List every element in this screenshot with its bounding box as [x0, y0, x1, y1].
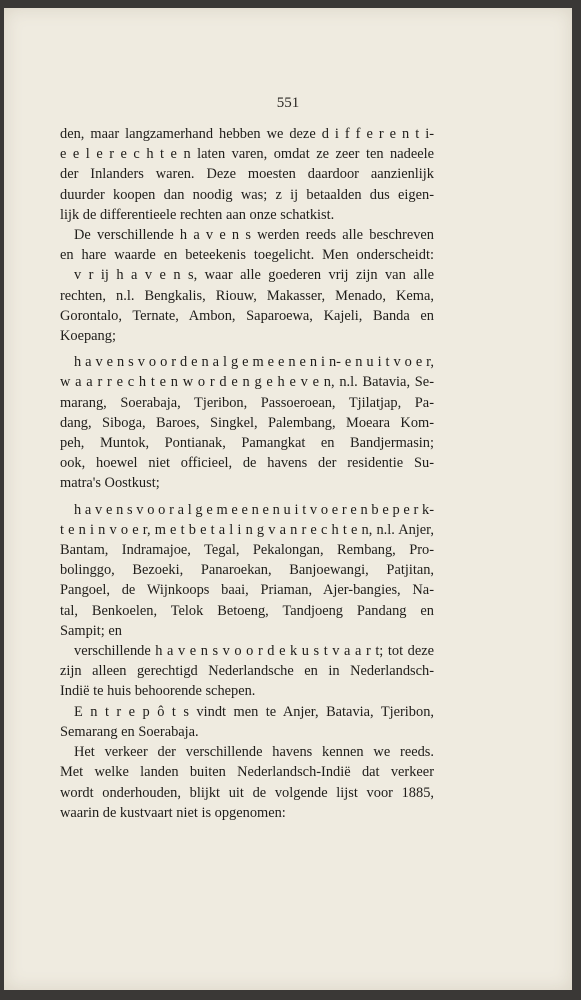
text-line: t e n i n v o e r, m e t b e t a l i n g v a n r e c h t e n, n.l. Anjer,: [60, 521, 434, 538]
text-line: Indië te huis behoorende schepen.: [60, 683, 256, 700]
text-line: verschillende h a v e n s v o o r d e k u s t v a a r t; tot deze: [74, 643, 434, 660]
text-line: Pangoel, de Wijnkoops baai, Priaman, Ajer-bangies, Na-: [60, 582, 434, 599]
text-line: ook, hoewel niet officieel, de havens der residentie Su-: [60, 455, 434, 472]
text-line: den, maar langzamerhand hebben we deze d i f f e r e n t i-: [60, 126, 434, 142]
text-line: en hare waarde en beteekenis toegelicht. Men onderscheidt:: [60, 247, 434, 264]
text-line: rechten, n.l. Bengkalis, Riouw, Makasser, Menado, Kema,: [60, 287, 434, 304]
text-line: v r ij h a v e n s, waar alle goederen vrij zijn van alle: [74, 267, 434, 284]
text-line: peh, Muntok, Pontianak, Pamangkat en Bandjermasin;: [60, 435, 434, 452]
text-line: h a v e n s v o o r d e n a l g e m e e n e n i n- e n u i t v o e r,: [74, 354, 434, 371]
text-line: wordt onderhouden, blijkt uit de volgende lijst voor 1885,: [60, 784, 434, 801]
text-line: Met welke landen buiten Nederlandsch-Indië dat verkeer: [60, 764, 434, 781]
text-line: tal, Benkoelen, Telok Betoeng, Tandjoeng Pandang en: [60, 602, 434, 619]
text-line: w a a r r e c h t e n w o r d e n g e h e v e n, n.l. Batavia, Se-: [60, 374, 434, 391]
text-line: dang, Siboga, Baroes, Singkel, Palembang, Moeara Kom-: [60, 414, 434, 431]
body-text: [60, 124, 434, 823]
text-line: e e l e r e c h t e n laten varen, omdat ze zeer ten nadeele: [60, 146, 434, 163]
text-line: De verschillende h a v e n s werden reeds alle beschreven: [74, 227, 434, 244]
text-line: matra's Oostkust;: [60, 475, 160, 492]
text-line: zijn alleen gerechtigd Nederlandsche en in Nederlandsch-: [60, 663, 434, 680]
text-line: Bantam, Indramajoe, Tegal, Pekalongan, Rembang, Pro-: [60, 542, 434, 559]
text-line: der Inlanders waren. Deze moesten daardoor aanzienlijk: [60, 166, 434, 183]
page-number: 551: [276, 95, 300, 111]
text-line: E n t r e p ô t s vindt men te Anjer, Batavia, Tjeribon,: [74, 703, 434, 720]
text-line: marang, Soerabaja, Tjeribon, Passoeroean, Tjilatjap, Pa-: [60, 394, 434, 411]
text-line: waarin de kustvaart niet is opgenomen:: [60, 804, 286, 821]
text-line: Koepang;: [60, 328, 116, 345]
text-line: duurder koopen dan noodig was; z ij betaalden dus eigen-: [60, 186, 434, 203]
text-line: bolinggo, Bezoeki, Panaroekan, Banjoewangi, Patjitan,: [60, 562, 434, 579]
text-line: Sampit; en: [60, 622, 122, 639]
text-line: Gorontalo, Ternate, Ambon, Saparoewa, Kajeli, Banda en: [60, 307, 434, 324]
text-line: Semarang en Soerabaja.: [60, 723, 199, 740]
text-line: h a v e n s v o o r a l g e m e e n e n u i t v o e r e n b e p e r k-: [74, 501, 434, 518]
text-line: lijk de differentieele rechten aan onze schatkist.: [60, 206, 335, 223]
text-line: Het verkeer der verschillende havens kennen we reeds.: [74, 744, 434, 761]
book-page: [4, 8, 572, 990]
